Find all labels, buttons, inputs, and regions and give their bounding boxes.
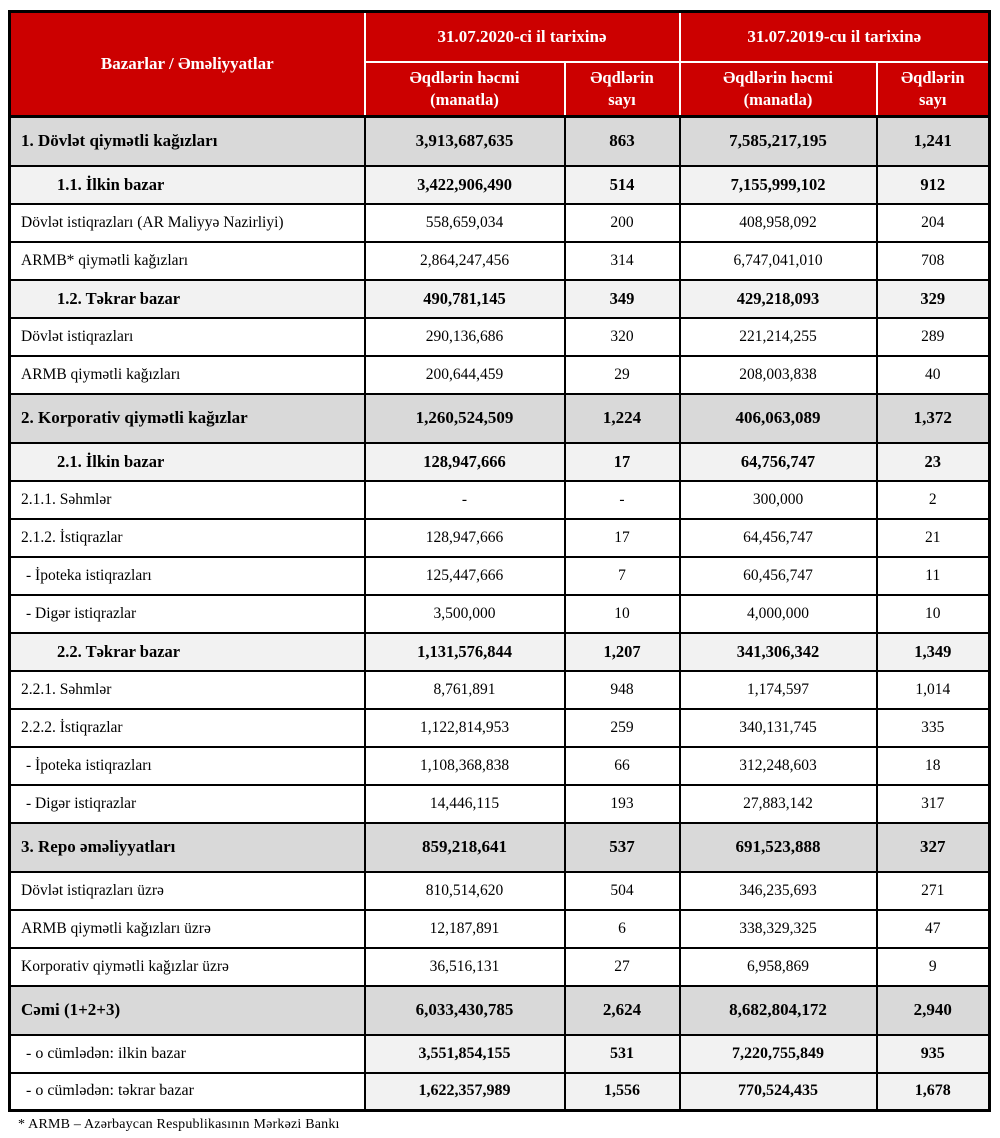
cell-volume-2019: 208,003,838 xyxy=(680,356,877,394)
cell-count-2019: 1,014 xyxy=(877,671,990,709)
table-row xyxy=(10,1073,990,1111)
cell-volume-2019: 7,585,217,195 xyxy=(680,117,877,166)
cell-count-2019: 708 xyxy=(877,242,990,280)
cell-count-2019: 317 xyxy=(877,785,990,823)
table-row xyxy=(10,280,990,318)
table-row xyxy=(10,671,990,709)
cell-count-2019: 9 xyxy=(877,948,990,986)
cell-count-2019: 2 xyxy=(877,481,990,519)
cell-volume-2020: 1,122,814,953 xyxy=(365,709,565,747)
cell-volume-2019: 8,682,804,172 xyxy=(680,986,877,1035)
row-label: - Digər istiqrazlar xyxy=(10,785,365,823)
cell-volume-2019: 6,958,869 xyxy=(680,948,877,986)
cell-volume-2019: 338,329,325 xyxy=(680,910,877,948)
cell-count-2020: 66 xyxy=(565,747,680,785)
cell-volume-2019: 312,248,603 xyxy=(680,747,877,785)
row-label: Korporativ qiymətli kağızlar üzrə xyxy=(10,948,365,986)
cell-volume-2019: 770,524,435 xyxy=(680,1073,877,1111)
table-row xyxy=(10,557,990,595)
cell-count-2019: 47 xyxy=(877,910,990,948)
table-row xyxy=(10,443,990,481)
row-label: 2.1.2. İstiqrazlar xyxy=(10,519,365,557)
table-row xyxy=(10,166,990,204)
cell-volume-2020: 125,447,666 xyxy=(365,557,565,595)
row-label: Dövlət istiqrazları üzrə xyxy=(10,872,365,910)
cell-volume-2020: 2,864,247,456 xyxy=(365,242,565,280)
market-operations-table xyxy=(8,10,991,1112)
table-row xyxy=(10,948,990,986)
table-row xyxy=(10,747,990,785)
cell-volume-2019: 27,883,142 xyxy=(680,785,877,823)
cell-volume-2019: 346,235,693 xyxy=(680,872,877,910)
cell-volume-2020: 200,644,459 xyxy=(365,356,565,394)
column-group-2020: 31.07.2020-ci il tarixinə xyxy=(365,12,680,62)
row-label: 1. Dövlət qiymətli kağızları xyxy=(10,117,365,166)
cell-volume-2019: 6,747,041,010 xyxy=(680,242,877,280)
table-row xyxy=(10,595,990,633)
row-label: ARMB qiymətli kağızları xyxy=(10,356,365,394)
cell-volume-2020: 3,500,000 xyxy=(365,595,565,633)
cell-count-2020: 314 xyxy=(565,242,680,280)
cell-volume-2019: 4,000,000 xyxy=(680,595,877,633)
table-row-total xyxy=(10,986,990,1035)
cell-volume-2020: 128,947,666 xyxy=(365,519,565,557)
cell-volume-2020: 14,446,115 xyxy=(365,785,565,823)
cell-count-2019: 23 xyxy=(877,443,990,481)
cell-count-2019: 1,678 xyxy=(877,1073,990,1111)
table-row xyxy=(10,481,990,519)
cell-volume-2020: 3,422,906,490 xyxy=(365,166,565,204)
cell-volume-2019: 691,523,888 xyxy=(680,823,877,872)
cell-count-2020: - xyxy=(565,481,680,519)
cell-count-2020: 7 xyxy=(565,557,680,595)
table-row xyxy=(10,823,990,872)
row-label: 2.2.1. Səhmlər xyxy=(10,671,365,709)
footnote: * ARMB – Azərbaycan Respublikasının Mərkəzi Bankı xyxy=(18,1117,340,1132)
cell-count-2020: 320 xyxy=(565,318,680,356)
cell-volume-2020: 6,033,430,785 xyxy=(365,986,565,1035)
cell-count-2019: 40 xyxy=(877,356,990,394)
cell-volume-2019: 7,220,755,849 xyxy=(680,1035,877,1073)
cell-volume-2020: 128,947,666 xyxy=(365,443,565,481)
cell-volume-2019: 406,063,089 xyxy=(680,394,877,443)
column-header-volume-2019: Əqdlərin həcmi (manatla) xyxy=(680,62,877,117)
cell-volume-2020: 8,761,891 xyxy=(365,671,565,709)
row-label: 3. Repo əməliyyatları xyxy=(10,823,365,872)
row-label: - İpoteka istiqrazları xyxy=(10,747,365,785)
cell-volume-2020: 558,659,034 xyxy=(365,204,565,242)
cell-volume-2020: 859,218,641 xyxy=(365,823,565,872)
table-row xyxy=(10,872,990,910)
table-row xyxy=(10,204,990,242)
cell-volume-2019: 64,456,747 xyxy=(680,519,877,557)
cell-volume-2020: 1,622,357,989 xyxy=(365,1073,565,1111)
cell-count-2020: 531 xyxy=(565,1035,680,1073)
cell-count-2019: 327 xyxy=(877,823,990,872)
column-header-count-2020: Əqdlərin sayı xyxy=(565,62,680,117)
cell-count-2019: 1,241 xyxy=(877,117,990,166)
cell-count-2019: 271 xyxy=(877,872,990,910)
table-row xyxy=(10,1035,990,1073)
table-row xyxy=(10,785,990,823)
cell-volume-2019: 221,214,255 xyxy=(680,318,877,356)
cell-volume-2020: 1,260,524,509 xyxy=(365,394,565,443)
row-label: 2.2. Təkrar bazar xyxy=(10,633,365,671)
row-label: 2.2.2. İstiqrazlar xyxy=(10,709,365,747)
cell-count-2019: 1,372 xyxy=(877,394,990,443)
row-label: - Digər istiqrazlar xyxy=(10,595,365,633)
cell-count-2020: 17 xyxy=(565,519,680,557)
cell-count-2020: 27 xyxy=(565,948,680,986)
cell-count-2019: 329 xyxy=(877,280,990,318)
cell-count-2019: 204 xyxy=(877,204,990,242)
table-row xyxy=(10,318,990,356)
cell-count-2020: 2,624 xyxy=(565,986,680,1035)
row-label: ARMB* qiymətli kağızları xyxy=(10,242,365,280)
cell-count-2020: 1,556 xyxy=(565,1073,680,1111)
column-header-count-2019: Əqdlərin sayı xyxy=(877,62,990,117)
cell-count-2020: 200 xyxy=(565,204,680,242)
cell-count-2019: 11 xyxy=(877,557,990,595)
cell-volume-2019: 1,174,597 xyxy=(680,671,877,709)
table-header xyxy=(10,12,990,117)
cell-count-2020: 29 xyxy=(565,356,680,394)
cell-count-2020: 504 xyxy=(565,872,680,910)
table-row xyxy=(10,633,990,671)
row-label: - o cümlədən: təkrar bazar xyxy=(10,1073,365,1111)
table-body xyxy=(10,117,990,1111)
cell-count-2019: 289 xyxy=(877,318,990,356)
cell-count-2020: 1,224 xyxy=(565,394,680,443)
row-label: - İpoteka istiqrazları xyxy=(10,557,365,595)
cell-volume-2019: 429,218,093 xyxy=(680,280,877,318)
cell-count-2020: 6 xyxy=(565,910,680,948)
cell-count-2019: 2,940 xyxy=(877,986,990,1035)
cell-count-2020: 537 xyxy=(565,823,680,872)
row-label: 1.2. Təkrar bazar xyxy=(10,280,365,318)
table-row xyxy=(10,117,990,166)
table-row xyxy=(10,709,990,747)
cell-volume-2019: 60,456,747 xyxy=(680,557,877,595)
cell-count-2020: 193 xyxy=(565,785,680,823)
cell-count-2020: 259 xyxy=(565,709,680,747)
cell-count-2019: 1,349 xyxy=(877,633,990,671)
cell-count-2020: 514 xyxy=(565,166,680,204)
cell-volume-2020: 490,781,145 xyxy=(365,280,565,318)
cell-volume-2019: 64,756,747 xyxy=(680,443,877,481)
cell-volume-2019: 340,131,745 xyxy=(680,709,877,747)
row-label: Dövlət istiqrazları (AR Maliyyə Nazirliyi) xyxy=(10,204,365,242)
cell-count-2019: 335 xyxy=(877,709,990,747)
row-label: 2.1. İlkin bazar xyxy=(10,443,365,481)
cell-count-2020: 349 xyxy=(565,280,680,318)
cell-volume-2019: 408,958,092 xyxy=(680,204,877,242)
column-group-2019: 31.07.2019-cu il tarixinə xyxy=(680,12,990,62)
header-group-row xyxy=(10,12,990,62)
row-label: 1.1. İlkin bazar xyxy=(10,166,365,204)
cell-volume-2020: 1,131,576,844 xyxy=(365,633,565,671)
cell-count-2019: 935 xyxy=(877,1035,990,1073)
row-label: - o cümlədən: ilkin bazar xyxy=(10,1035,365,1073)
table-row xyxy=(10,519,990,557)
cell-volume-2019: 341,306,342 xyxy=(680,633,877,671)
cell-count-2020: 10 xyxy=(565,595,680,633)
cell-count-2020: 1,207 xyxy=(565,633,680,671)
cell-volume-2020: 12,187,891 xyxy=(365,910,565,948)
table-row xyxy=(10,394,990,443)
cell-volume-2020: 290,136,686 xyxy=(365,318,565,356)
cell-count-2020: 948 xyxy=(565,671,680,709)
cell-volume-2020: 36,516,131 xyxy=(365,948,565,986)
cell-count-2019: 21 xyxy=(877,519,990,557)
cell-count-2019: 912 xyxy=(877,166,990,204)
table-row xyxy=(10,356,990,394)
cell-volume-2020: 810,514,620 xyxy=(365,872,565,910)
column-header-volume-2020: Əqdlərin həcmi (manatla) xyxy=(365,62,565,117)
row-label: 2. Korporativ qiymətli kağızlar xyxy=(10,394,365,443)
row-label: Dövlət istiqrazları xyxy=(10,318,365,356)
cell-count-2020: 863 xyxy=(565,117,680,166)
row-label: ARMB qiymətli kağızları üzrə xyxy=(10,910,365,948)
cell-volume-2019: 7,155,999,102 xyxy=(680,166,877,204)
cell-volume-2020: 1,108,368,838 xyxy=(365,747,565,785)
cell-count-2019: 18 xyxy=(877,747,990,785)
row-label: 2.1.1. Səhmlər xyxy=(10,481,365,519)
cell-volume-2019: 300,000 xyxy=(680,481,877,519)
corner-header: Bazarlar / Əməliyyatlar xyxy=(10,12,365,117)
cell-count-2020: 17 xyxy=(565,443,680,481)
cell-volume-2020: - xyxy=(365,481,565,519)
cell-count-2019: 10 xyxy=(877,595,990,633)
cell-volume-2020: 3,913,687,635 xyxy=(365,117,565,166)
table-row xyxy=(10,242,990,280)
cell-volume-2020: 3,551,854,155 xyxy=(365,1035,565,1073)
table-row xyxy=(10,910,990,948)
row-label: Cəmi (1+2+3) xyxy=(10,986,365,1035)
